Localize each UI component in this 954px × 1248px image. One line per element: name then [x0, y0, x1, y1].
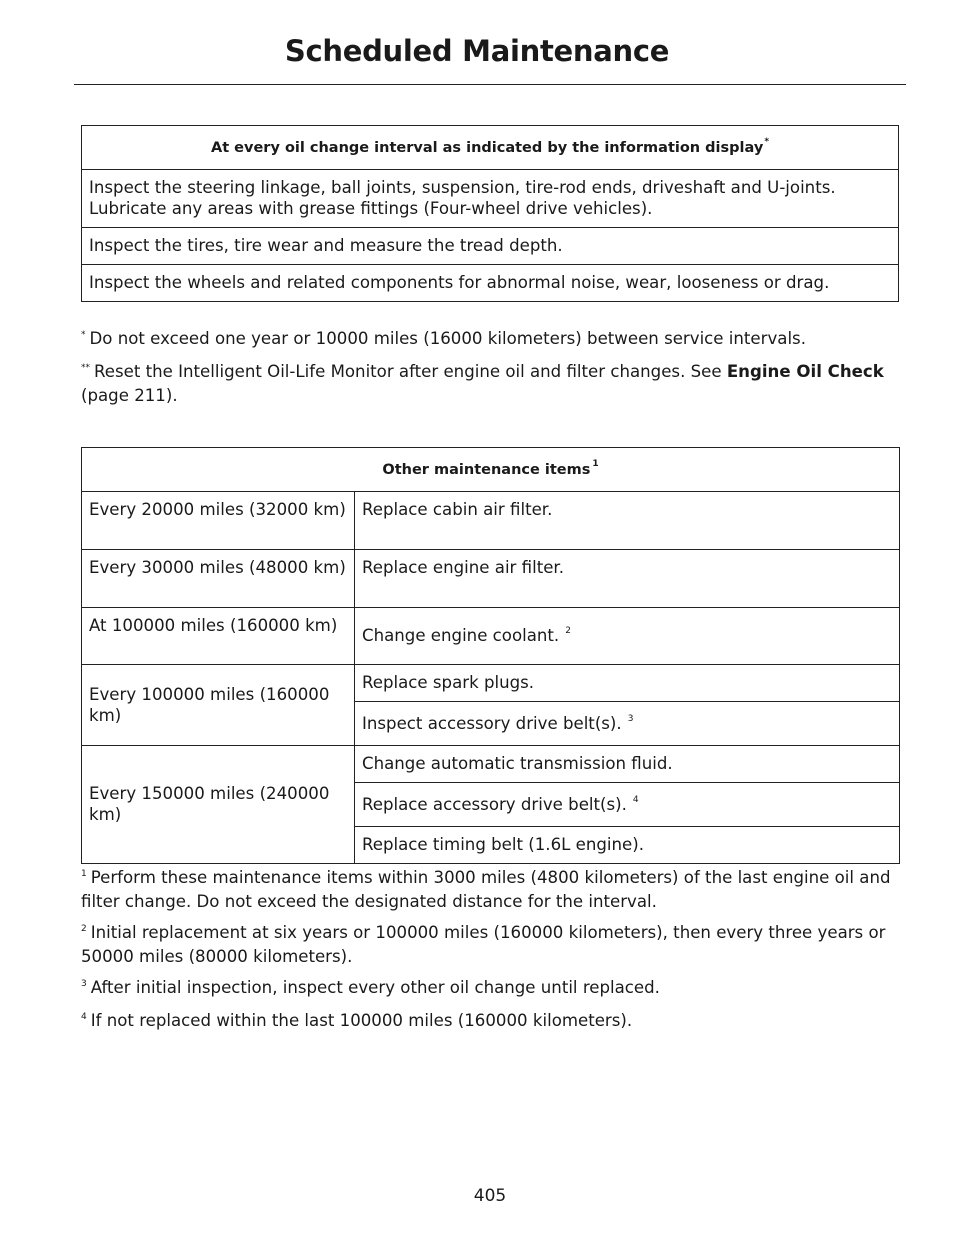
table-row — [82, 608, 900, 665]
table-row — [82, 265, 899, 302]
footnote-2 — [81, 360, 901, 408]
action-text: Replace accessory drive belt(s). — [362, 794, 627, 814]
table-header-label: At every oil change interval as indicated by the information display — [210, 140, 764, 156]
footnote-item-3 — [81, 976, 901, 1000]
table-row — [82, 228, 899, 265]
footnote-marker: 2 — [565, 626, 571, 636]
footnote-text: Perform these maintenance items within 3000 miles (4800 kilometers) of the last engine oil and filter change. Do not exceed the designated distance for the interval. — [81, 868, 891, 911]
table-cell: Inspect the wheels and related components for abnormal noise, wear, looseness or drag. — [82, 265, 899, 302]
table-cell: Inspect the steering linkage, ball joints, suspension, tire-rod ends, driveshaft and U-joints. Lubricate any areas with grease fittings (Four-wheel drive vehicles). — [82, 170, 899, 228]
action-text: Change engine coolant. — [362, 626, 560, 645]
other-maintenance-table — [81, 447, 900, 864]
table-header — [82, 126, 899, 170]
footnote-marker: 2 — [81, 924, 87, 934]
table-row — [82, 665, 900, 702]
footnote-marker: 1 — [81, 869, 87, 879]
footnote-marker: * — [81, 330, 86, 340]
footnote-text: (page 211). — [81, 386, 178, 405]
footnote-marker: 4 — [81, 1012, 87, 1022]
table-cell: Inspect the tires, tire wear and measure the tread depth. — [82, 228, 899, 265]
footnote-text: If not replaced within the last 100000 miles (160000 kilometers). — [90, 1011, 633, 1030]
table-header-row — [82, 126, 899, 170]
footnote-text: After initial inspection, inspect every other oil change until replaced. — [90, 978, 660, 997]
engine-oil-check-link[interactable]: Engine Oil Check — [726, 362, 884, 381]
table-row — [82, 492, 900, 550]
footnote-item-4 — [81, 1009, 901, 1033]
interval-cell: Every 30000 miles (48000 km) — [82, 550, 355, 608]
oil-change-interval-table — [81, 125, 899, 302]
table-header — [82, 448, 900, 492]
page-number: 405 — [473, 1186, 507, 1206]
footnote-marker: 3 — [81, 979, 87, 989]
table-row — [82, 170, 899, 228]
table-row — [82, 550, 900, 608]
action-cell: Change automatic transmission fluid. — [355, 746, 900, 783]
interval-cell: Every 100000 miles (160000 km) — [82, 665, 355, 746]
footnote-marker: 4 — [632, 794, 639, 805]
footnote-marker: ** — [81, 363, 90, 373]
footnote-marker: * — [764, 137, 770, 147]
action-cell: Replace timing belt (1.6L engine). — [355, 827, 900, 864]
action-cell — [355, 702, 900, 746]
interval-cell: Every 20000 miles (32000 km) — [82, 492, 355, 550]
footnote-1 — [81, 327, 901, 351]
action-cell — [355, 783, 900, 827]
table-header-row — [82, 448, 900, 492]
action-cell: Replace cabin air filter. — [355, 492, 900, 550]
action-cell: Replace spark plugs. — [355, 665, 900, 702]
table-header-label: Other maintenance items — [382, 462, 591, 478]
footnote-item-2 — [81, 921, 901, 969]
page-title: Scheduled Maintenance — [284, 34, 670, 68]
footnote-text: Reset the Intelligent Oil-Life Monitor after engine oil and filter changes. See — [94, 362, 727, 381]
action-cell: Replace engine air filter. — [355, 550, 900, 608]
interval-cell: At 100000 miles (160000 km) — [82, 608, 355, 665]
footnote-text: Do not exceed one year or 10000 miles (16000 kilometers) between service intervals. — [89, 329, 806, 348]
action-text: Inspect accessory drive belt(s). — [362, 713, 622, 733]
footnote-marker: 3 — [627, 713, 634, 724]
footnote-text: Initial replacement at six years or 100000 miles (160000 kilometers), then every three years or 50000 miles (80000 kilometers). — [81, 923, 886, 966]
footnote-marker: 1 — [592, 459, 599, 469]
footnote-item-1 — [81, 866, 901, 914]
interval-cell: Every 150000 miles (240000 km) — [82, 746, 355, 864]
action-cell — [355, 608, 900, 665]
table-row — [82, 746, 900, 783]
title-divider — [74, 84, 906, 85]
